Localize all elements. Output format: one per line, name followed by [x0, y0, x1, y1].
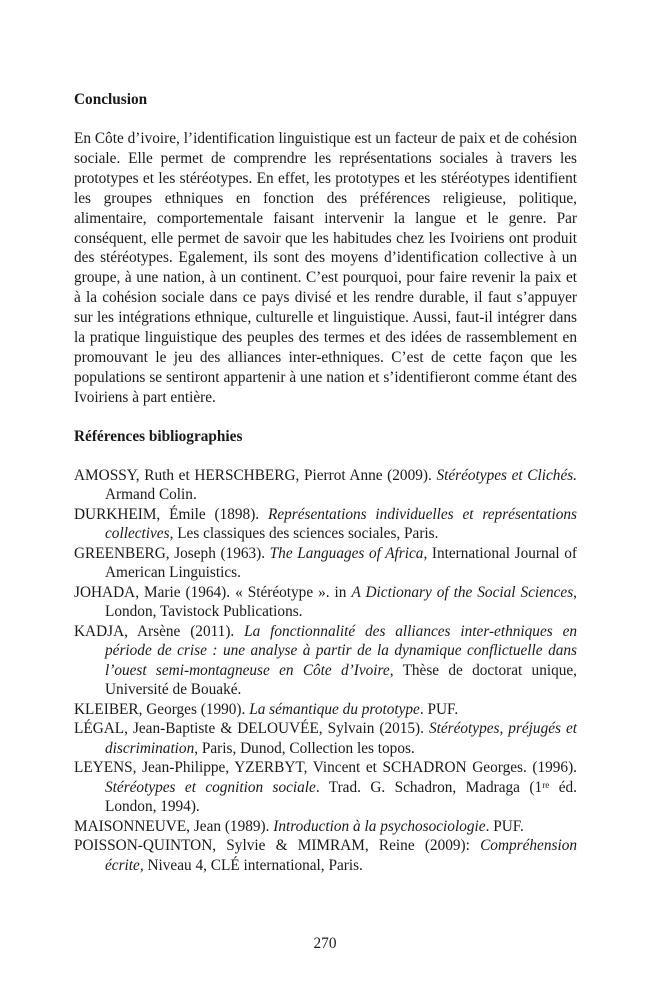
conclusion-heading: Conclusion — [74, 91, 148, 108]
reference-item: KLEIBER, Georges (1990). La sémantique du prototype. PUF. — [74, 700, 459, 718]
page-number: 270 — [313, 935, 337, 952]
conclusion-paragraph: En Côte d’ivoire, l’identification linguistique est un facteur de paix et de cohésion sociale. Elle permet de comprendre les représentations sociales à travers les prototypes et les stéréotypes. En effet, les prototypes et les stéréotypes identifient les groupes ethniques en fonction des préférences religieuse, politique, alimentaire, comportementale faisant intervenir la langue et le genre. Par conséquent, elle permet de savoir que les habitudes chez les Ivoiriens ont produit des stéréotypes. Egalement, ils sont des moyens d’identification collective à un groupe, à une nation, à un continent. C’est pourquoi, pour faire revenir la paix et à la cohésion sociale dans ce pays divisé et les rendre durable, il faut s’appuyer sur les intégrations ethnique, culturelle et linguistique. Aussi, faut-il intégrer dans la pratique linguistique des peuples des termes et des idées de rassemblement en promouvant le jeu des alliances inter-ethniques. C’est de cette façon que les populations se sentiront appartenir à une nation et s’identifieront comme étant des Ivoiriens à part entière. — [74, 130, 577, 406]
reference-item: GREENBERG, Joseph (1963). The Languages of Africa, International Journal of American Linguistics. — [74, 544, 577, 582]
reference-item: DURKHEIM, Émile (1898). Représentations individuelles et représentations collectives, Les classiques des sciences sociales, Paris. — [74, 505, 577, 543]
references-list — [74, 466, 577, 876]
reference-item: KADJA, Arsène (2011). La fonctionnalité des alliances inter-ethniques en période de crise : une analyse à partir de la dynamique conflictuelle dans l’ouest semi-montagneuse en Côte d’Ivoire, Thèse de doctorat unique, Université de Bouaké. — [74, 622, 578, 699]
reference-item: AMOSSY, Ruth et HERSCHBERG, Pierrot Anne (2009). Stéréotypes et Clichés. Armand Colin. — [74, 466, 578, 504]
reference-item: LEYENS, Jean-Philippe, YZERBYT, Vincent et SCHADRON Georges. (1996). Stéréotypes et cognition sociale. Trad. G. Schadron, Madraga (1ʳᵉ éd. London, 1994). — [74, 759, 577, 816]
reference-item: MAISONNEUVE, Jean (1989). Introduction à la psychosociologie. PUF. — [74, 817, 524, 835]
reference-item: LÉGAL, Jean-Baptiste & DELOUVÉE, Sylvain (2015). Stéréotypes, préjugés et discrimination, Paris, Dunod, Collection les topos. — [74, 720, 578, 757]
reference-item: JOHADA, Marie (1964). « Stéréotype ». in A Dictionary of the Social Sciences, London, Tavistock Publications. — [74, 583, 577, 621]
page-content — [74, 90, 577, 875]
reference-item: POISSON-QUINTON, Sylvie & MIMRAM, Reine (2009): Compréhension écrite, Niveau 4, CLÉ international, Paris. — [74, 837, 577, 874]
references-heading: Références bibliographies — [74, 427, 243, 445]
